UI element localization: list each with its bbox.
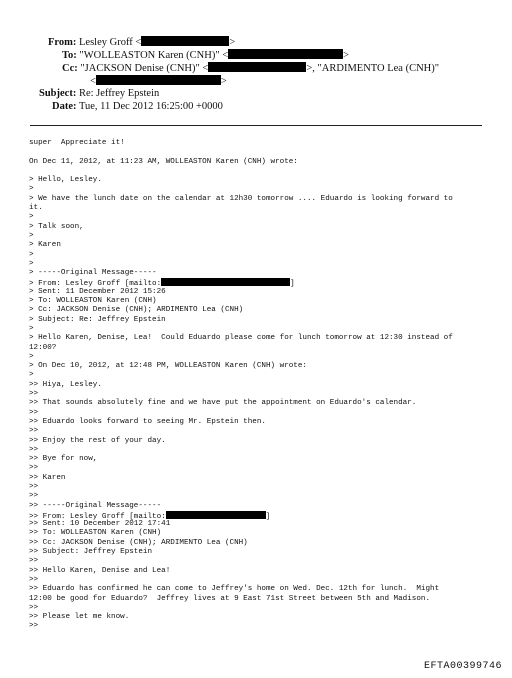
date-label: Date: [52,101,77,112]
body-line: > Subject: Re: Jeffrey Epstein [29,315,166,324]
body-line: >> Hiya, Lesley. [29,380,102,389]
body-line: >> Subject: Jeffrey Epstein [29,548,153,557]
body-line: > [29,185,34,194]
subject-line [39,88,159,99]
body-line: On Dec 11, 2012, at 11:23 AM, WOLLEASTON Karen (CNH) wrote: [29,157,298,166]
body-line: >> From: Lesley Groff [mailto: ] [29,512,271,521]
cc-line-2: < > [90,76,227,87]
body-line: >> [29,603,39,612]
cc-value: "JACKSON Denise (CNH)" < [80,63,209,74]
body-line: >> [29,445,39,454]
body-line: > [29,352,34,361]
body-line: >> Cc: JACKSON Denise (CNH); ARDIMENTO Lea (CNH) [29,538,248,547]
redaction-box [208,62,306,72]
body-line: >> Eduardo looks forward to seeing Mr. Epstein then. [29,417,266,426]
body-line: >> [29,390,39,399]
body-line: 12:00? [29,343,57,352]
body-line: > Karen [29,241,61,250]
body-line: > [29,213,34,222]
date-value: Tue, 11 Dec 2012 16:25:00 +0000 [78,101,223,112]
document-id: EFTA00399746 [423,661,502,672]
cc-value-2: >, "ARDIMENTO Lea (CNH)" [306,63,440,74]
body-line: >> [29,622,39,631]
header-divider [30,125,482,126]
to-label: To: [62,50,77,61]
body-line: >> -----Original Message----- [29,501,162,510]
cc-line [62,62,439,74]
body-line: > [29,371,34,380]
body-line: > Cc: JACKSON Denise (CNH); ARDIMENTO Lea (CNH) [29,306,244,315]
body-line: >> [29,482,39,491]
body-line: >> Enjoy the rest of your day. [29,436,166,445]
redaction-box [141,36,229,46]
body-line: >> [29,492,39,501]
body-line: > [29,231,34,240]
email-body [29,139,499,632]
body-line: >> Karen [29,473,66,482]
body-line: > Hello Karen, Denise, Lea! Could Eduardo please come for lunch tomorrow at 12:30 instead of [29,334,453,343]
body-line: > [29,259,34,268]
body-line: super Appreciate it! [29,139,125,147]
date-line [52,101,223,112]
body-line: >> Bye for now, [29,455,98,464]
body-line: >> [29,557,39,566]
body-line: > [29,324,34,333]
body-line [29,167,499,176]
subject-label: Subject: [39,88,77,99]
body-line: >> [29,575,39,584]
body-line: >> That sounds absolutely fine and we have put the appointment on Eduardo's calendar. [29,399,417,408]
redaction-box [161,278,290,286]
cc-label: Cc: [62,63,78,74]
redaction-box [96,75,221,85]
body-line: >> To: WOLLEASTON Karen (CNH) [29,529,162,538]
from-label: From: [48,37,77,48]
body-line: it. [29,204,43,213]
to-line: To: "WOLLEASTON Karen (CNH)" < > [62,50,350,61]
body-line: > On Dec 10, 2012, at 12:48 PM, WOLLEASTON Karen (CNH) wrote: [29,362,307,371]
subject-value: Re: Jeffrey Epstein [78,88,160,99]
body-line: > Sent: 11 December 2012 15:26 [29,287,166,296]
body-line: >> Eduardo has confirmed he can come to Jeffrey's home on Wed. Dec. 12th for lunch. Might [29,585,440,594]
redaction-box [166,511,266,519]
body-line: > To: WOLLEASTON Karen (CNH) [29,297,157,306]
body-line: > We have the lunch date on the calendar at 12h30 tomorrow .... Eduardo is looking forward to [29,194,453,203]
from-value: Lesley Groff < [79,37,142,48]
body-line: >> Hello Karen, Denise and Lea! [29,566,171,575]
body-line: > Hello, Lesley. [29,176,102,185]
body-line: >> [29,427,39,436]
body-line [29,148,499,157]
body-line: >> [29,464,39,473]
body-line: 12:00 be good for Eduardo? Jeffrey lives at 9 East 71st Street between 5th and Madison. [29,594,431,603]
body-line: > -----Original Message----- [29,269,157,278]
body-line: > From: Lesley Groff [mailto: ] [29,280,295,289]
from-line: From: Lesley Groff < > [48,37,236,48]
body-line: >> [29,408,39,417]
to-value: "WOLLEASTON Karen (CNH)" < [79,50,229,61]
body-line: > Talk soon, [29,222,84,231]
redaction-box [228,49,343,59]
body-line: > [29,250,34,259]
body-line: >> Please let me know. [29,613,130,622]
body-line: >> Sent: 10 December 2012 17:41 [29,520,171,529]
